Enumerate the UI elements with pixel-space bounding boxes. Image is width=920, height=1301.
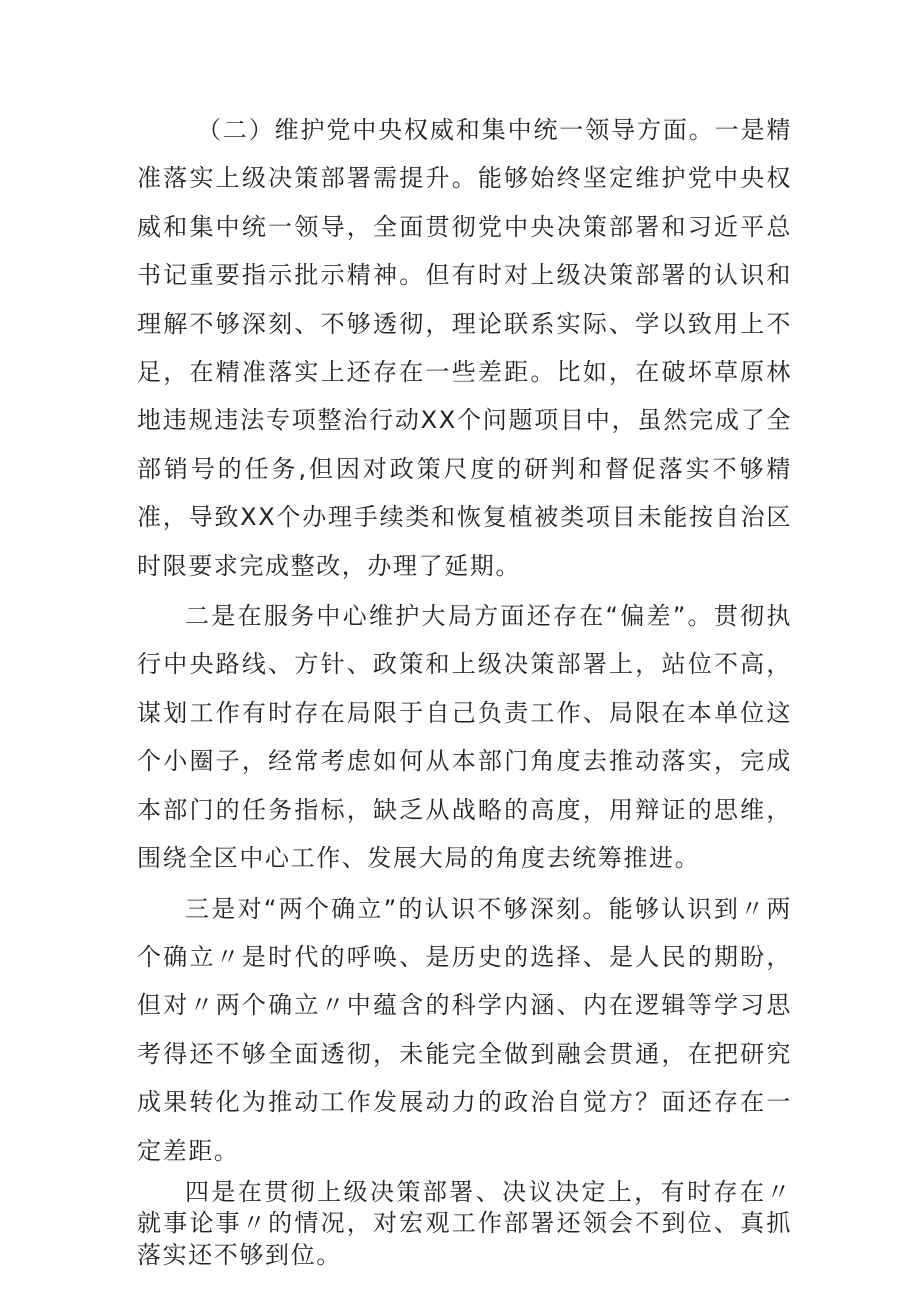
paragraph-4: 四是在贯彻上级决策部署、决议决定上，有时存在〃就事论事〃的情况，对宏观工作部署还领会不到位、真抓落实还不够到位。 — [137, 1177, 792, 1269]
paragraph-1: （二）维护党中央权威和集中统一领导方面。一是精准落实上级决策部署需提升。能够始终坚定维护党中央权威和集中统一领导，全面贯彻党中央决策部署和习近平总书记重要指示批示精神。但有时对上级决策部署的认识和理解不够深刻、不够透彻，理论联系实际、学以致用上不足，在精准落实上还存在一些差距。比如，在破坏草原林地违规违法专项整治行动XX个问题项目中，虽然完成了全部销号的任务,但因对政策尺度的研判和督促落实不够精准，导致XX个办理手续类和恢复植被类项目未能按自治区时限要求完成整改，办理了延期。 — [137, 116, 792, 580]
paragraph-3: 三是对“两个确立”的认识不够深刻。能够认识到〃两个确立〃是时代的呼唤、是历史的选择、是人民的期盼，但对〃两个确立〃中蕴含的科学内涵、内在逻辑等学习思考得还不够全面透彻，未能完全做到融会贯通，在把研究成果转化为推动工作发展动力的政治自觉方？面还存在一定差距。 — [137, 894, 792, 1165]
paragraph-2: 二是在服务中心维护大局方面还存在“偏差”。贯彻执行中央路线、方针、政策和上级决策部署上，站位不高，谋划工作有时存在局限于自己负责工作、局限在本单位这个小圈子，经常考虑如何从本部门角度去推动落实，完成本部门的任务指标，缺乏从战略的高度，用辩证的思维，围绕全区中心工作、发展大局的角度去统筹推进。 — [137, 602, 792, 873]
document-body — [137, 106, 792, 1271]
